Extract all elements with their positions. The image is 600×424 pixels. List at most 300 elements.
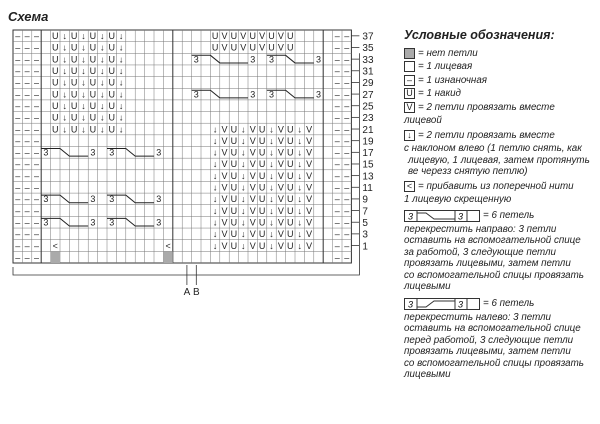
purl-stitch: – [24,159,30,170]
yarn-over-stitch: U [258,217,266,228]
legend-k2tog-text-2: лицевой [404,115,442,126]
yarn-over-stitch: U [268,42,275,53]
increase-stitch: < [165,240,171,251]
yarn-over-stitch: U [230,159,238,170]
purl-stitch: – [24,124,30,135]
purl-stitch: – [24,89,30,100]
yarn-over-stitch: U [249,31,256,42]
k2tog-stitch: V [249,135,256,146]
ssk-stitch: ↓ [62,112,67,123]
purl-stitch: – [33,112,40,123]
k2tog-stitch: V [277,240,284,251]
k2tog-stitch: V [306,135,313,146]
ssk-stitch: ↓ [118,89,124,100]
yarn-over-stitch: U [230,135,238,146]
svg-text:3: 3 [408,211,414,221]
purl-stitch: – [15,240,21,251]
ssk-stitch: ↓ [100,42,105,53]
k2tog-stitch: V [249,194,256,205]
purl-stitch: – [344,66,350,77]
purl-stitch: – [33,205,40,216]
purl-stitch: – [33,66,40,77]
legend-increase-text: = прибавить из поперечной нити [418,180,574,192]
cable-count-label: 3 [268,54,275,65]
yarn-over-stitch: U [230,205,238,216]
yarn-over-stitch: U [287,205,294,216]
yarn-over-stitch: U [70,54,78,65]
purl-stitch: – [24,217,30,228]
yarn-over-stitch: U [52,66,59,77]
purl-stitch: – [344,89,350,100]
ssk-stitch: ↓ [241,135,246,146]
row-number: 9 [362,194,368,206]
increase-icon: < [404,181,415,192]
k2tog-stitch: V [240,31,247,42]
k2tog-icon: V [404,102,415,113]
purl-stitch: – [24,135,30,146]
purl-stitch: – [33,217,40,228]
legend-increase-text-2: 1 лицевую скрещенную [404,194,512,205]
purl-stitch: – [15,205,21,216]
yarn-over-stitch: U [258,147,266,158]
cable-left-icon [404,298,480,310]
row-number: 13 [362,171,374,183]
purl-stitch: – [15,89,21,100]
legend-purl-text: = 1 изнаночная [418,74,487,86]
legend-cable-left-text: = 6 петель [483,297,535,309]
purl-stitch: – [24,170,30,181]
ssk-stitch: ↓ [241,229,246,240]
purl-stitch: – [344,170,350,181]
k2tog-stitch: V [249,182,256,193]
legend-yarn-over-text: = 1 накид [418,88,461,99]
purl-stitch: – [334,182,340,193]
cable-count-label: 3 [156,217,162,228]
purl-stitch: – [334,159,340,170]
ssk-stitch: ↓ [241,124,246,135]
purl-stitch: – [24,54,30,65]
ssk-icon: ↓ [404,130,415,141]
k2tog-stitch: V [277,205,284,216]
k2tog-stitch: V [221,31,228,42]
row-number: 35 [362,43,374,55]
yarn-over-stitch: U [108,77,115,88]
purl-stitch: – [334,147,340,158]
ssk-stitch: ↓ [297,159,302,170]
ssk-stitch: ↓ [62,124,67,135]
yarn-over-stitch: U [230,124,238,135]
k2tog-stitch: V [221,240,228,251]
purl-stitch: – [344,229,350,240]
k2tog-stitch: V [249,147,256,158]
legend-cable-right-text: = 6 петель [483,209,535,221]
k2tog-stitch: V [249,124,256,135]
yarn-over-stitch: U [258,135,266,146]
ssk-stitch: ↓ [81,66,86,77]
ssk-stitch: ↓ [297,217,302,228]
ssk-stitch: ↓ [100,89,105,100]
row-number: 33 [362,54,374,66]
row-number: 3 [362,229,368,241]
k2tog-stitch: V [306,217,313,228]
purl-stitch: – [33,229,40,240]
legend-cable-left-text-4: перед работой, 3 следующие петли [404,334,574,346]
legend-cable-right-text-6: со вспомогательной спицы провязать [404,269,584,281]
legend-cable-left-text-2: перекрестить налево: 3 петли [404,311,552,323]
purl-stitch: – [24,147,30,158]
k2tog-stitch: V [277,31,284,42]
yarn-over-stitch: U [108,31,115,42]
yarn-over-stitch: U [89,124,97,135]
ssk-stitch: ↓ [241,240,246,251]
purl-stitch: – [334,66,340,77]
purl-stitch: – [15,54,21,65]
ssk-stitch: ↓ [269,170,274,181]
ssk-stitch: ↓ [297,147,302,158]
ssk-stitch: ↓ [100,112,105,123]
purl-stitch: – [334,31,340,42]
ssk-stitch: ↓ [62,100,67,111]
k2tog-stitch: V [221,159,228,170]
yarn-over-stitch: U [230,42,238,53]
yarn-over-stitch: U [287,42,294,53]
k2tog-stitch: V [306,182,313,193]
ssk-stitch: ↓ [212,205,218,216]
yarn-over-stitch: U [249,42,256,53]
purl-stitch: – [15,252,21,263]
yarn-over-stitch: U [89,54,97,65]
k2tog-stitch: V [306,240,313,251]
ssk-stitch: ↓ [81,77,86,88]
purl-stitch: – [334,42,340,53]
legend-knit [404,61,598,73]
yarn-over-stitch: U [89,77,97,88]
purl-stitch: – [344,194,350,205]
ssk-stitch: ↓ [100,66,105,77]
k2tog-stitch: V [221,147,228,158]
column-marker-label: B [192,287,200,298]
yarn-over-stitch: U [230,194,238,205]
yarn-over-stitch: U [70,89,78,100]
k2tog-stitch: V [221,194,228,205]
row-number: 21 [362,124,374,136]
yarn-over-stitch: U [89,89,97,100]
k2tog-stitch: V [306,159,313,170]
yarn-over-stitch: U [108,42,115,53]
yarn-over-stitch: U [258,240,266,251]
yarn-over-stitch: U [230,229,238,240]
ssk-stitch: ↓ [118,77,124,88]
ssk-stitch: ↓ [241,159,246,170]
ssk-stitch: ↓ [241,205,246,216]
purl-stitch: – [24,77,30,88]
row-number: 31 [362,66,374,78]
yarn-over-stitch: U [287,229,294,240]
k2tog-stitch: V [221,217,228,228]
yarn-over-stitch: U [287,135,294,146]
yarn-over-stitch: U [287,147,294,158]
legend-ssk [404,130,598,142]
k2tog-stitch: V [221,170,228,181]
cable-count-label: 3 [250,89,256,100]
ssk-stitch: ↓ [241,217,246,228]
row-number: 29 [362,78,374,90]
purl-stitch: – [334,194,340,205]
purl-stitch: – [15,229,21,240]
k2tog-stitch: V [249,217,256,228]
legend-cable-left-text-5: провязать лицевыми, затем петли [404,346,571,357]
purl-stitch: – [15,124,21,135]
cable-count-label: 3 [43,194,49,205]
yarn-over-stitch: U [287,170,294,181]
cable-count-label: 3 [109,217,115,228]
yarn-over-stitch: U [230,182,238,193]
ssk-stitch: ↓ [81,54,86,65]
legend-increase [404,181,598,193]
purl-stitch: – [24,31,30,42]
cable-count-label: 3 [43,217,49,228]
k2tog-stitch: V [240,42,247,53]
yarn-over-stitch: U [258,124,266,135]
purl-stitch: – [334,170,340,181]
legend-no-stitch [404,48,598,60]
ssk-stitch: ↓ [269,124,274,135]
k2tog-stitch: V [277,147,284,158]
purl-stitch: – [344,147,350,158]
ssk-stitch: ↓ [269,135,274,146]
ssk-stitch: ↓ [100,77,105,88]
purl-stitch: – [344,217,350,228]
ssk-stitch: ↓ [212,124,218,135]
ssk-stitch: ↓ [81,100,86,111]
purl-stitch: – [33,159,40,170]
ssk-stitch: ↓ [212,170,218,181]
yarn-over-stitch: U [70,66,78,77]
ssk-stitch: ↓ [81,31,86,42]
yarn-over-stitch: U [258,205,266,216]
ssk-stitch: ↓ [297,240,302,251]
cable-count-label: 3 [109,147,115,158]
ssk-stitch: ↓ [100,31,105,42]
no-stitch-cell [51,251,60,263]
purl-stitch: – [15,159,21,170]
row-number: 11 [362,183,373,195]
legend-ssk-text-2: с наклоном влево (1 петлю снять, как [404,143,582,154]
yarn-over-stitch: U [108,66,115,77]
k2tog-stitch: V [277,135,284,146]
yarn-over-icon: U [404,88,415,99]
purl-stitch: – [24,229,30,240]
purl-stitch: – [344,42,350,53]
column-marker-label: A [183,287,191,298]
k2tog-stitch: V [306,194,313,205]
k2tog-stitch: V [221,124,228,135]
yarn-over-stitch: U [258,229,266,240]
legend [404,30,598,381]
k2tog-stitch: V [221,42,228,53]
purl-stitch: – [15,112,21,123]
ssk-stitch: ↓ [269,240,274,251]
k2tog-stitch: V [259,31,266,42]
yarn-over-stitch: U [230,217,238,228]
yarn-over-stitch: U [230,240,238,251]
cable-count-label: 3 [90,194,96,205]
cable-count-label: 3 [109,194,115,205]
yarn-over-stitch: U [258,182,266,193]
ssk-stitch: ↓ [212,147,218,158]
k2tog-stitch: V [277,217,284,228]
legend-cable-left [404,298,598,310]
legend-yarn-over [404,88,598,100]
yarn-over-stitch: U [89,42,97,53]
legend-cable-right-text-5: провязать лицевыми, затем петли [404,258,571,269]
purl-stitch: – [344,135,350,146]
purl-stitch: – [33,170,40,181]
purl-stitch: – [15,77,21,88]
row-number: 17 [362,148,374,160]
ssk-stitch: ↓ [269,194,274,205]
purl-stitch: – [24,240,30,251]
purl-stitch: – [33,135,40,146]
purl-stitch: – [15,147,21,158]
yarn-over-stitch: U [52,124,59,135]
yarn-over-stitch: U [89,100,97,111]
yarn-over-stitch: U [52,100,59,111]
ssk-stitch: ↓ [212,240,218,251]
ssk-stitch: ↓ [100,124,105,135]
purl-stitch: – [15,194,21,205]
purl-stitch: – [24,252,30,263]
legend-cable-right [404,210,598,222]
ssk-stitch: ↓ [297,229,302,240]
ssk-stitch: ↓ [62,31,67,42]
yarn-over-stitch: U [70,31,78,42]
purl-stitch: – [33,124,40,135]
legend-cable-right-text-3: оставить на вспомогательной спице [404,235,581,246]
cable-count-label: 3 [90,147,96,158]
ssk-stitch: ↓ [241,194,246,205]
k2tog-stitch: V [221,135,228,146]
purl-stitch: – [344,54,350,65]
k2tog-stitch: V [249,159,256,170]
k2tog-stitch: V [306,205,313,216]
yarn-over-stitch: U [52,42,59,53]
yarn-over-stitch: U [230,31,238,42]
purl-stitch: – [33,240,40,251]
purl-stitch: – [33,194,40,205]
yarn-over-stitch: U [70,124,78,135]
purl-stitch: – [33,147,40,158]
ssk-stitch: ↓ [269,182,274,193]
ssk-stitch: ↓ [118,54,124,65]
svg-text:3: 3 [458,299,464,309]
k2tog-stitch: V [249,240,256,251]
purl-stitch: – [334,100,340,111]
yarn-over-stitch: U [70,100,78,111]
purl-stitch: – [344,124,350,135]
k2tog-stitch: V [277,229,284,240]
ssk-stitch: ↓ [118,100,124,111]
ssk-stitch: ↓ [212,194,218,205]
purl-stitch: – [344,77,350,88]
legend-ssk-text-4: ве черезз снятую петлю) [408,166,528,177]
yarn-over-stitch: U [211,42,219,53]
yarn-over-stitch: U [211,31,219,42]
purl-stitch: – [334,240,340,251]
k2tog-stitch: V [221,229,228,240]
ssk-stitch: ↓ [81,124,86,135]
purl-stitch: – [15,31,21,42]
purl-stitch: – [344,182,350,193]
cable-count-label: 3 [268,89,275,100]
yarn-over-stitch: U [108,100,115,111]
yarn-over-stitch: U [258,159,266,170]
legend-cable-left-text-6: со вспомогательной спицы провязать [404,357,584,369]
k2tog-stitch: V [259,42,266,53]
purl-stitch: – [15,135,21,146]
ssk-stitch: ↓ [81,112,86,123]
row-number: 23 [362,113,374,125]
ssk-stitch: ↓ [118,112,124,123]
ssk-stitch: ↓ [62,89,67,100]
cable-count-label: 3 [156,147,162,158]
ssk-stitch: ↓ [212,182,218,193]
k2tog-stitch: V [277,159,284,170]
no-stitch-icon [404,48,415,59]
purl-stitch: – [15,42,21,53]
ssk-stitch: ↓ [100,100,105,111]
purl-stitch: – [24,42,30,53]
yarn-over-stitch: U [108,54,115,65]
purl-stitch: – [24,182,30,193]
purl-stitch: – [15,170,21,181]
purl-stitch: – [15,100,21,111]
yarn-over-stitch: U [52,89,59,100]
yarn-over-stitch: U [108,124,115,135]
ssk-stitch: ↓ [62,66,67,77]
ssk-stitch: ↓ [269,229,274,240]
k2tog-stitch: V [249,170,256,181]
cable-right-icon [404,210,480,222]
purl-stitch: – [33,54,40,65]
k2tog-stitch: V [221,182,228,193]
purl-stitch: – [33,31,40,42]
k2tog-stitch: V [277,194,284,205]
cable-count-label: 3 [156,194,162,205]
ssk-stitch: ↓ [118,31,124,42]
yarn-over-stitch: U [70,112,78,123]
row-number: 15 [362,159,374,171]
ssk-stitch: ↓ [212,135,218,146]
purl-stitch: – [334,229,340,240]
ssk-stitch: ↓ [212,217,218,228]
row-number: 1 [362,241,368,253]
row-number: 37 [362,31,374,43]
ssk-stitch: ↓ [269,147,274,158]
legend-cable-right-text-4: за работой, 3 следующие петли [404,246,556,258]
purl-stitch: – [24,194,30,205]
ssk-stitch: ↓ [297,194,302,205]
increase-stitch: < [52,240,58,251]
purl-stitch: – [334,112,340,123]
purl-stitch: – [334,54,340,65]
ssk-stitch: ↓ [297,182,302,193]
cable-count-label: 3 [193,54,199,65]
row-number: 19 [362,136,374,148]
purl-stitch: – [33,252,40,263]
legend-title: Условные обозначения: [404,28,555,42]
svg-text:3: 3 [408,299,414,309]
